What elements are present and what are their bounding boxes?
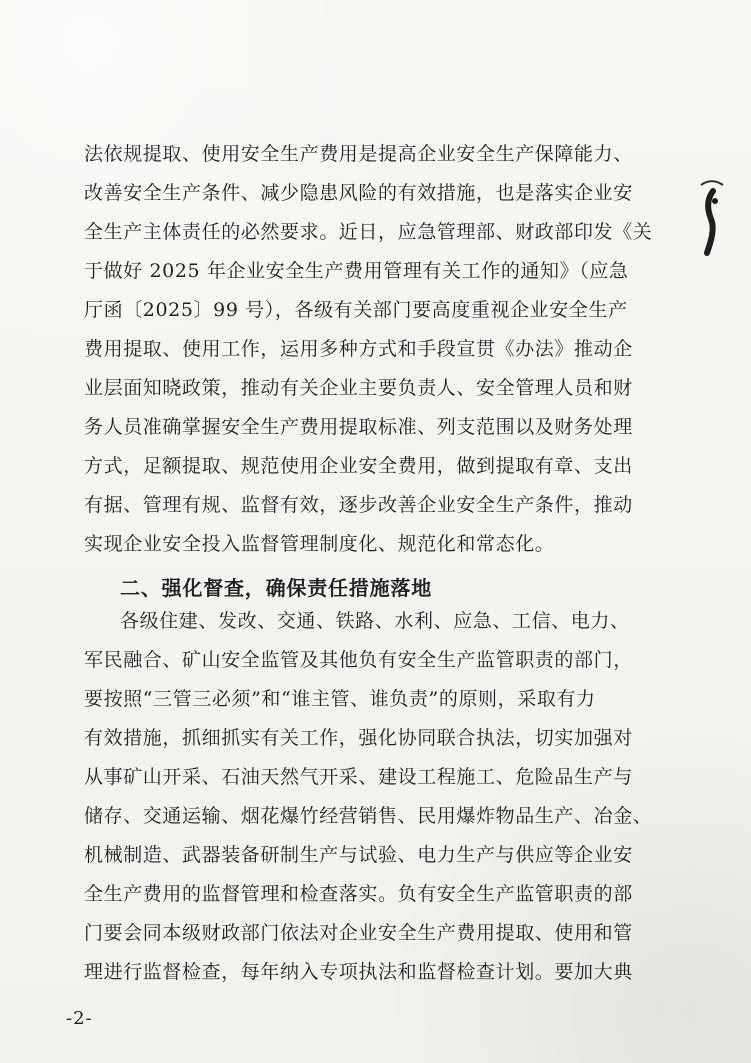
body-line: 机械制造、武器装备研制生产与试验、电力生产与供应等企业安 [84, 844, 633, 866]
body-line: 费用提取、使用工作，运用多种方式和手段宣贯《办法》推动企 [84, 338, 633, 360]
body-line: 军民融合、矿山安全监管及其他负有安全生产监管职责的部门， [84, 649, 633, 671]
body-line: 有效措施，抓细抓实有关工作，强化协同联合执法，切实加强对 [84, 727, 633, 749]
body-line: 理进行监督检查，每年纳入专项执法和监督检查计划。要加大典 [84, 961, 633, 983]
body-line: 门要会同本级财政部门依法对企业安全生产费用提取、使用和管 [84, 922, 633, 944]
body-line: 要按照“三管三必须”和“谁主管、谁负责”的原则，采取有力 [84, 688, 596, 710]
section-heading: 二、强化督查，确保责任措施落地 [120, 576, 432, 600]
body-line: 各级住建、发改、交通、铁路、水利、应急、工信、电力、 [120, 610, 630, 632]
body-line: 业层面知晓政策，推动有关企业主要负责人、安全管理人员和财 [84, 377, 633, 399]
body-line: 方式，足额提取、规范使用企业安全费用，做到提取有章、支出 [84, 455, 633, 477]
body-line: 改善安全生产条件、减少隐患风险的有效措施，也是落实企业安 [84, 182, 633, 204]
body-line: 全生产费用的监督管理和检查落实。负有安全生产监管职责的部 [84, 883, 633, 905]
body-line: 厅函〔2025〕99 号），各级有关部门要高度重视企业安全生产 [84, 299, 628, 321]
body-line: 法依规提取、使用安全生产费用是提高企业安全生产保障能力、 [84, 143, 633, 165]
body-line: 有据、管理有规、监督有效，逐步改善企业安全生产条件，推动 [84, 494, 633, 516]
body-line: 于做好 2025 年企业安全生产费用管理有关工作的通知》（应急 [84, 260, 629, 282]
body-line: 全生产主体责任的必然要求。近日，应急管理部、财政部印发《关 [84, 221, 653, 243]
body-line: 实现企业安全投入监督管理制度化、规范化和常态化。 [84, 533, 555, 555]
body-line: 储存、交通运输、烟花爆竹经营销售、民用爆炸物品生产、冶金、 [84, 805, 653, 827]
body-line: 务人员准确掌握安全生产费用提取标准、列支范围以及财务处理 [84, 416, 633, 438]
body-line: 从事矿山开采、石油天然气开采、建设工程施工、危险品生产与 [84, 766, 633, 788]
page-number: -2- [66, 1008, 93, 1029]
scan-mark-icon [697, 175, 733, 265]
